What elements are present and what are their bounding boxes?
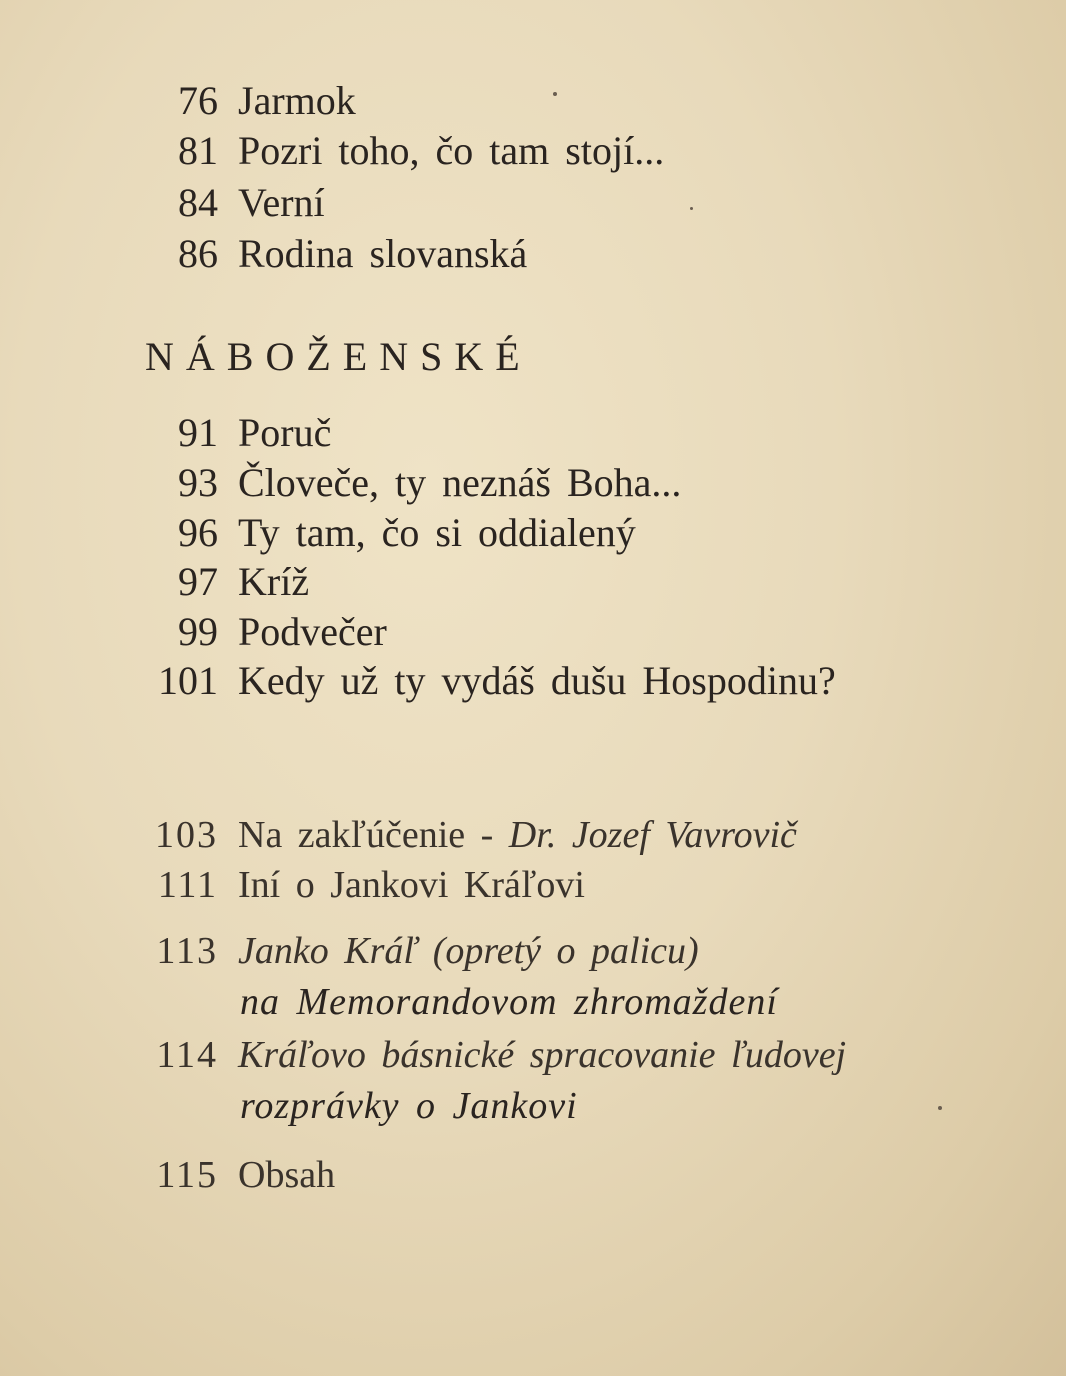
toc-entry <box>130 926 699 976</box>
page-number: 93 <box>178 460 218 505</box>
page-number: 91 <box>178 410 218 455</box>
entry-title: Podvečer <box>238 609 387 654</box>
entry-title: Ty tam, čo si oddialený <box>238 510 636 555</box>
page-number: 99 <box>178 609 218 654</box>
toc-entry <box>130 229 527 279</box>
page-number: 86 <box>178 231 218 276</box>
page-number: 114 <box>156 1034 218 1076</box>
entry-title: Janko Kráľ (opretý o palicu) <box>238 930 699 972</box>
toc-entry <box>130 1030 846 1080</box>
toc-entry <box>130 656 836 706</box>
toc-entry <box>130 508 636 558</box>
entry-title: Človeče, ty neznáš Boha... <box>238 460 682 505</box>
page-number: 115 <box>156 1154 218 1196</box>
paper-speck <box>938 1106 942 1110</box>
page-number: 81 <box>178 128 218 173</box>
entry-title: Kráľovo básnické spracovanie ľudovej <box>238 1034 847 1076</box>
toc-entry <box>130 458 681 508</box>
page-number: 103 <box>155 814 218 856</box>
page-number: 96 <box>178 510 218 555</box>
toc-entry <box>130 76 356 126</box>
toc-entry <box>130 408 331 458</box>
entry-title: Rodina slovanská <box>238 231 528 276</box>
page-number: 111 <box>157 864 218 906</box>
entry-title: Iní o Jankovi Kráľovi <box>238 864 585 906</box>
entry-title-continuation: rozprávky o Jankovi <box>240 1085 578 1127</box>
page-number: 113 <box>156 930 218 972</box>
page-number: 101 <box>158 658 218 703</box>
entry-title: Kedy už ty vydáš dušu Hospodinu? <box>238 658 836 703</box>
section-heading: NÁBOŽENSKÉ <box>145 334 532 379</box>
toc-entry <box>130 860 585 910</box>
entry-title: Na zakľúčenie - <box>238 814 509 856</box>
toc-entry <box>130 126 664 176</box>
paper-speck <box>690 207 693 210</box>
toc-entry <box>130 607 387 657</box>
toc-entry <box>130 178 325 228</box>
page-number: 84 <box>178 180 218 225</box>
page-number: 97 <box>178 559 218 604</box>
entry-title: Obsah <box>238 1154 336 1196</box>
page-number: 76 <box>178 78 218 123</box>
entry-title: Jarmok <box>238 78 356 123</box>
toc-entry <box>130 810 797 860</box>
toc-entry <box>130 557 309 607</box>
entry-author: Dr. Jozef Vavrovič <box>508 814 797 856</box>
entry-title: Verní <box>238 180 325 225</box>
entry-title: Pozri toho, čo tam stojí... <box>238 128 665 173</box>
entry-title-continuation: na Memorandovom zhromaždení <box>240 981 778 1023</box>
paper-speck <box>553 92 557 96</box>
toc-entry <box>130 1150 335 1200</box>
entry-title: Poruč <box>238 410 332 455</box>
entry-title: Kríž <box>238 559 310 604</box>
